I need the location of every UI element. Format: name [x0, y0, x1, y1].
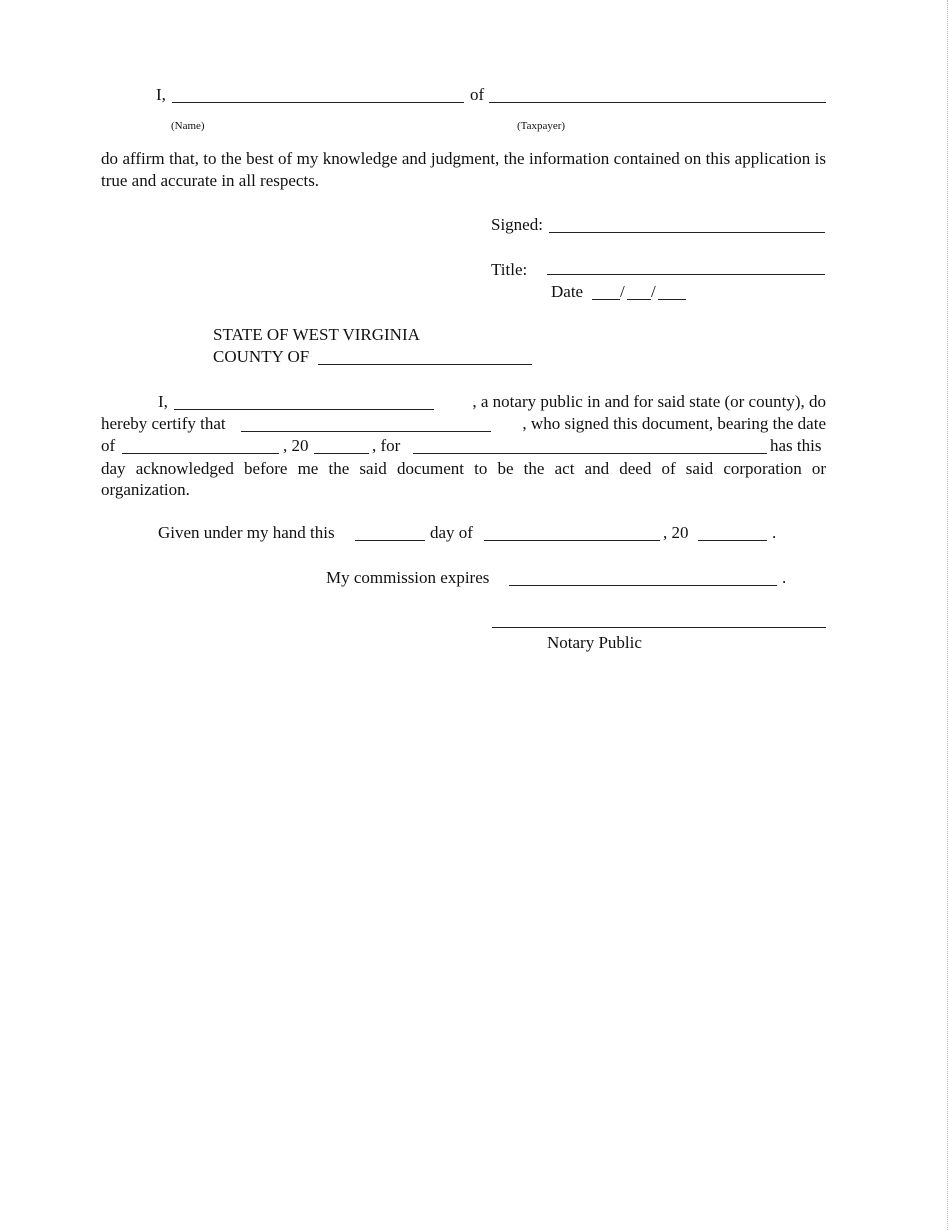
name-caption: (Name): [171, 120, 205, 132]
signed-document-text: , who signed this document, bearing the date: [522, 414, 826, 433]
notary-name-field[interactable]: [174, 409, 434, 410]
taxpayer-field[interactable]: [489, 102, 826, 103]
given-prefix: Given under my hand this: [158, 523, 335, 542]
name-field[interactable]: [172, 102, 464, 103]
certify-text: hereby certify that: [101, 414, 226, 433]
date-slash-2: /: [651, 282, 656, 301]
organization-text: organization.: [101, 480, 190, 499]
given-day-field[interactable]: [355, 540, 425, 541]
date-slash-1: /: [620, 282, 625, 301]
affirm-i-label: I,: [156, 85, 166, 104]
date-label: Date: [551, 282, 584, 301]
county-field[interactable]: [318, 364, 532, 365]
for-label: , for: [372, 436, 401, 455]
state-heading: STATE OF WEST VIRGINIA: [213, 325, 420, 344]
title-field[interactable]: [547, 274, 825, 275]
notary-text: , a notary public in and for said state (or county), do: [472, 392, 826, 411]
year-prefix: , 20: [283, 436, 309, 455]
of-label: of: [101, 436, 116, 455]
signed-label: Signed:: [491, 215, 543, 234]
date-day-field[interactable]: [627, 299, 651, 300]
given-period: .: [772, 523, 777, 542]
signed-field[interactable]: [549, 232, 825, 233]
notary-signature-line[interactable]: [492, 627, 826, 628]
document-year-field[interactable]: [314, 453, 369, 454]
notary-i-label: I,: [158, 392, 168, 411]
commission-expiry-field[interactable]: [509, 585, 777, 586]
corporation-field[interactable]: [413, 453, 767, 454]
signer-name-field[interactable]: [241, 431, 491, 432]
given-year-prefix: , 20: [663, 523, 689, 542]
date-year-field[interactable]: [658, 299, 686, 300]
commission-period: .: [782, 568, 787, 587]
given-month-field[interactable]: [484, 540, 660, 541]
document-date-field[interactable]: [122, 453, 279, 454]
commission-label: My commission expires: [326, 568, 490, 587]
scan-edge: [947, 0, 948, 1230]
date-month-field[interactable]: [592, 299, 620, 300]
county-label: COUNTY OF: [213, 347, 310, 366]
given-year-field[interactable]: [698, 540, 767, 541]
given-day-of: day of: [430, 523, 473, 542]
affirm-of-label: of: [470, 85, 485, 104]
notary-public-caption: Notary Public: [547, 633, 642, 652]
has-this-text: has this: [770, 436, 822, 455]
acknowledged-text: day acknowledged before me the said document to be the act and deed of said corporation or: [101, 459, 826, 478]
taxpayer-caption: (Taxpayer): [517, 120, 566, 132]
affirmation-statement: do affirm that, to the best of my knowledge and judgment, the information contained on this application is true and accurate in all respects.: [101, 149, 826, 190]
title-label: Title:: [491, 260, 528, 279]
